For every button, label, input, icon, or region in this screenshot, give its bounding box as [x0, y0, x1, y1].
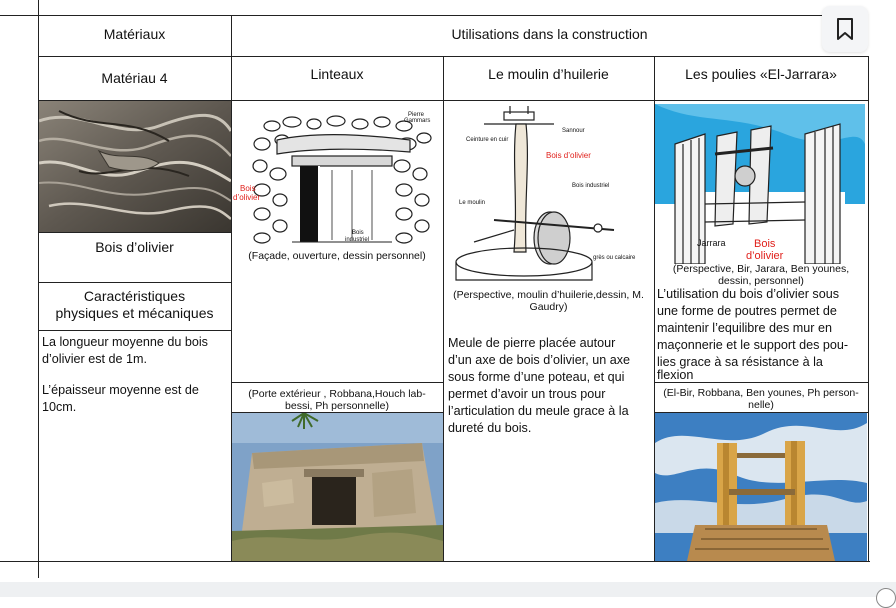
moulin-label-bois-olivier: Bois d’olivier — [546, 151, 591, 160]
poulies-caption-2: dessin, personnel) — [718, 275, 804, 287]
moulin-label-bois-ind: Bois industriel — [572, 183, 610, 189]
moulin-caption-1: (Perspective, moulin d’huilerie,dessin, M. — [453, 289, 644, 301]
material-desc1-line1: La longueur moyenne du bois — [42, 335, 208, 349]
table-row-line-3 — [38, 232, 231, 233]
material-desc1-line2: d’olivier est de 1m. — [42, 352, 147, 366]
moulin-desc-line1: Meule de pierre placée autour — [448, 336, 616, 350]
material-desc2-line1: L’épaisseur moyenne est de — [42, 383, 199, 397]
moulin-desc-line6: dureté du bois. — [448, 421, 532, 435]
moulin-label-sannour: Sannour — [562, 128, 585, 134]
table-vline-4 — [868, 56, 869, 561]
bottom-bar — [0, 582, 896, 597]
linteaux-label-bois-ind-2: industriel — [345, 237, 370, 243]
poulies-desc-line4: maçonnerie et le support des pou- — [657, 338, 849, 352]
moulin-desc-line5: l’articulation du meule grace à la — [448, 404, 629, 418]
header-utilisations: Utilisations dans la construction — [451, 26, 648, 42]
moulin-label-ceinture: Ceinture en cuir — [466, 137, 509, 143]
olive-wood-photo — [39, 101, 231, 232]
subheader-poulies: Les poulies «El-Jarrara» — [685, 66, 837, 82]
subheader-materiau: Matériau 4 — [101, 70, 168, 86]
poulies-photo-caption-1: (El-Bir, Robbana, Ben younes, Ph person- — [663, 387, 859, 399]
header-materiaux: Matériaux — [103, 26, 166, 42]
linteaux-drawing — [232, 104, 442, 250]
material-name: Bois d’olivier — [95, 239, 174, 255]
linteaux-caption: (Façade, ouverture, dessin personnel) — [248, 250, 426, 262]
subheader-linteaux: Linteaux — [310, 66, 364, 82]
bookmark-button[interactable] — [822, 6, 868, 52]
poulies-desc-line2: une forme de poutres permet de — [657, 304, 837, 318]
linteaux-label-pierre-1: Pierre — [408, 112, 425, 118]
poulies-label-jarrara: Jarrara — [697, 238, 726, 248]
poulies-caption-1: (Perspective, Bir, Jarara, Ben younes, — [672, 263, 850, 275]
table-row-line-4 — [38, 282, 231, 283]
poulies-desc-line5: lies grace à sa résistance à la — [657, 355, 823, 369]
poulies-label-bois-1: Bois — [754, 238, 776, 250]
moulin-label-gres: grès ou calcaire — [593, 255, 636, 261]
corner-circle-icon[interactable] — [876, 588, 896, 608]
linteaux-photo-caption-2: bessi, Ph personnelle) — [285, 400, 389, 412]
linteaux-label-bois-ind-1: Bois — [352, 230, 364, 236]
linteaux-photo-caption-1: (Porte extérieur , Robbana,Houch lab- — [248, 388, 426, 400]
moulin-label-moulin: Le moulin — [459, 200, 486, 206]
material-desc2-line2: 10cm. — [42, 400, 77, 414]
moulin-desc-line3: sous forme d’une poteau, et qui — [448, 370, 625, 384]
moulin-desc-line2: d’un axe de bois d’olivier, un axe — [448, 353, 631, 367]
linteaux-photo — [232, 413, 443, 561]
poulies-desc-line6: flexion — [657, 368, 694, 382]
moulin-caption-2: Gaudry) — [529, 301, 568, 313]
subheader-moulin: Le moulin d’huilerie — [488, 66, 609, 82]
table-bottom-line — [0, 561, 870, 562]
linteaux-label-bois-2: d’olivier — [233, 193, 261, 202]
table-row-line-1 — [38, 56, 868, 57]
characteristics-title-line1: Caractéristiques — [83, 288, 186, 304]
linteaux-label-pierre-2: Gammars — [404, 118, 431, 124]
poulies-label-bois-2: d’olivier — [746, 250, 784, 262]
linteaux-label-bois-1: Bois — [240, 184, 256, 193]
bookmark-icon — [835, 17, 855, 41]
poulies-desc-line3: maintenir l’equilibre des mur en — [657, 321, 832, 335]
table-top-line — [0, 15, 838, 16]
poulies-photo-caption-2: nelle) — [748, 399, 774, 411]
moulin-desc-line4: permet d’avoir un trous pour — [448, 387, 606, 401]
poulies-photo — [655, 413, 867, 561]
poulies-desc-line1: L’utilisation du bois d’olivier sous — [657, 287, 840, 301]
characteristics-title-line2: physiques et mécaniques — [55, 305, 214, 321]
table-row-line-6 — [231, 382, 443, 383]
table-row-line-5 — [38, 330, 231, 331]
